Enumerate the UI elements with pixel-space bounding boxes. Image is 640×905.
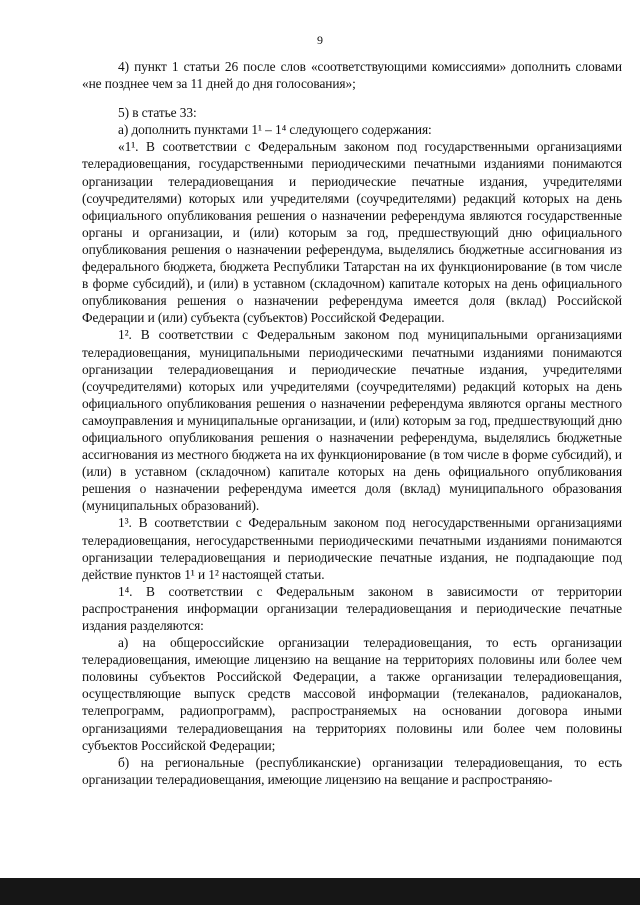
paragraph-subitem-a: а) дополнить пунктами 1¹ – 1⁴ следующего содержания: xyxy=(118,122,432,138)
page-number: 9 xyxy=(317,33,323,47)
paragraph-item-4: 4) пункт 1 статьи 26 после слов «соответствующими комиссиями» дополнить словами «не позднее чем за 11 дней до дня голосования»; xyxy=(82,59,622,92)
paragraph-point-1-3: 1³. В соответствии с Федеральным законом под негосударственными организациями телерадиовещания, негосударственными периодическими печатными изданиями понимаются организации телерадиовещания и периодические печатные издания, не подпадающие под действие пунктов 1¹ и 1² настоящей статьи. xyxy=(82,515,622,582)
paragraph-subitem-a-national: а) на общероссийские организации телерадиовещания, то есть организации телерадиовещания, имеющие лицензию на вещание на территориях половины или более чем половины субъектов Российской Федерации, а также организации телерадиовещания, осуществляющие выпуск средств массовой информации (телеканалов, радиоканалов, телепрограмм, радиопрограмм), распространяемых на основании договора иными организациями телерадиовещания на территориях половины или более чем половины субъектов Российской Федерации; xyxy=(82,635,622,753)
paragraph-item-5: 5) в статье 33: xyxy=(118,105,197,121)
paragraph-point-1-2: 1². В соответствии с Федеральным законом под муниципальными организациями телерадиовещания, муниципальными периодическими печатными изданиями понимаются организации телерадиовещания и периодические печатные издания, учредителями (соучредителями) которых или учредителями (соучредителями) редакций которых на день официального опубликования решения о назначении референдума являются органы местного самоуправления и муниципальные организации, и (или) которым за год, предшествующий дню официального опубликования решения о назначении референдума, выделялись бюджетные ассигнования из местного бюджета на их функционирование (в том числе в форме субсидий), и (или) в уставном (складочном) капитале которых на день официального опубликования решения о назначении референдума имеется доля (вклад) муниципального образования (муниципальных образований). xyxy=(82,327,622,514)
paragraph-subitem-b-regional: б) на региональные (республиканские) организации телерадиовещания, то есть организации телерадиовещания, имеющие лицензию на вещание и распространяю- xyxy=(82,754,622,787)
paragraph-point-1-4: 1⁴. В соответствии с Федеральным законом в зависимости от территории распространения информации организации телерадиовещания и периодические печатные издания разделяются: xyxy=(82,583,622,633)
scan-bottom-edge xyxy=(0,878,640,905)
paragraph-point-1-1: «1¹. В соответствии с Федеральным законом под государственными организациями телерадиовещания, государственными периодическими печатными изданиями понимаются организации телерадиовещания и периодические печатные издания, учредителями (соучредителями) которых или учредителями (соучредителями) редакций которых на день официального опубликования решения о назначении референдума являются государственные органы и организации, и (или) которым за год, предшествующий дню официального опубликования решения о назначении референдума, выделялись бюджетные ассигнования из федерального бюджета, бюджета Республики Татарстан на их функционирование (в том числе в форме субсидий), и (или) в уставном (складочном) капитале которых на день официального опубликования решения о назначении референдума имеется доля (вклад) Российской Федерации и (или) субъекта (субъектов) Российской Федерации. xyxy=(82,139,622,326)
document-body xyxy=(82,58,622,788)
